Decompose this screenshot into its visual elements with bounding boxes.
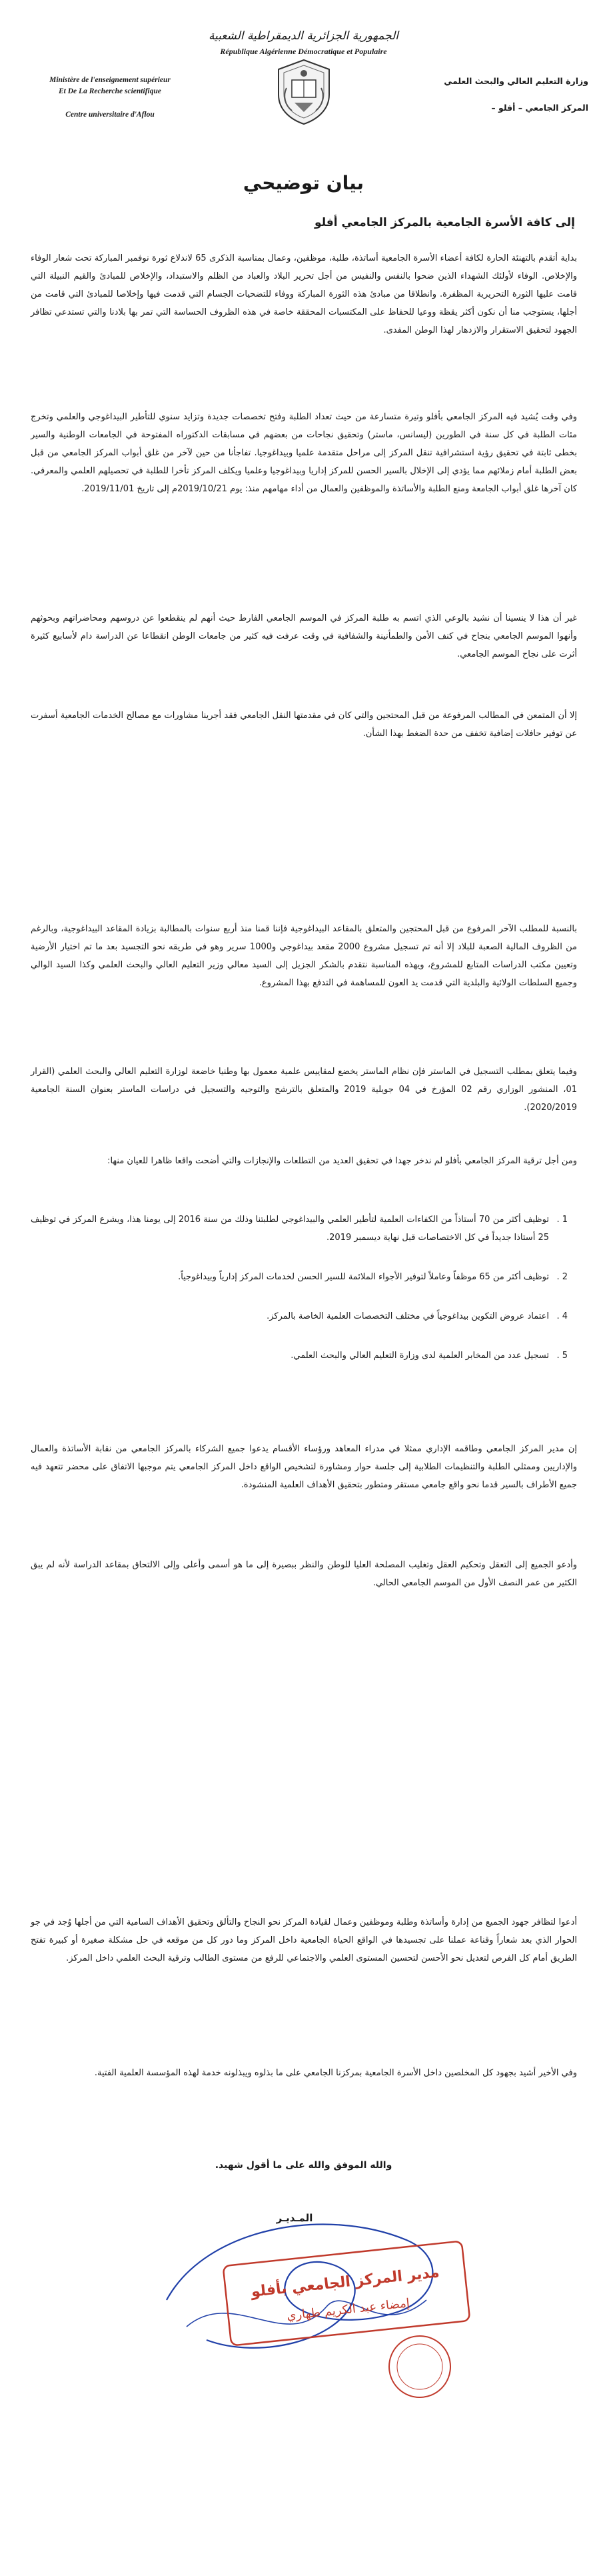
paragraph-transport: إلا أن المتمعن في المطالب المرفوعة من قبل المحتجين والتي كان في مقدمتها النقل الجامعي فقد أجرينا مشاورات مع مصالح الخدمات الجامعية أسفرت عن توفير حافلات إضافية تخفف من حدة الضغط بهذا الشأن. — [31, 711, 577, 739]
list-item: 2 . توظيف أكثر من 65 موظفاً وعاملاً لتوفير الأجواء الملائمة للسير الحسن لخدمات المركز إدارياً وبيداغوجياً. — [178, 1272, 568, 1282]
achievements-list — [31, 1211, 572, 1365]
ministry-line-2: Et De La Recherche scientifique — [59, 87, 161, 95]
university-logo — [272, 56, 336, 125]
list-item: 1 . توظيف أكثر من 70 أستاذاً من الكفاءات العلمية لتأطير العلمي والبيداغوجي لطلبتنا وذلك من سنة 2016 إلى يومنا هذا، ويشرع المركز في توظيف 25 أستاذا جديداً في كل الاختصاصات قبل نهاية ديسمبر 2019. — [31, 1215, 568, 1243]
signature-title: المـديـر — [276, 2212, 313, 2224]
page-title: بيان توضيحي — [243, 172, 364, 194]
paragraph-seats: بالنسبة للمطلب الآخر المرفوع من قبل المحتجين والمتعلق بالمقاعد البيداغوجية فإننا قمنا منذ أربع سنوات بالمطالبة بزيادة المقاعد البيداغوجية، وبالرغم من الظروف المالية الصعبة للبلاد إلا أنه تم تسجيل مشروع 2000 مقعد بيداغوجي و1000 سرير وهو في طريقه نحو التجسيد بعد ما تم اختيار الأرضية وتعيين مكتب الدراسات المتابع للمشروع، ويهذه المناسبة نتقدم بالشكر الجزيل إلى السيد معالي وزير التعليم العالي والبحث العلمي وكذا السيد الوالي وجميع السلطات الولائية والبلدية التي قدمت يد العون للمساهمة في التدفع بهذا المشروع. — [31, 924, 578, 988]
paragraph-progress: وفي وقت يُشيد فيه المركز الجامعي بأفلو وتيرة متسارعة من حيث تعداد الطلبة وفتح تخصصات جديدة وتزايد سنوي للتأطير البيداغوجي والعلمي وتخرج مئات الطلبة في كل سنة في الطورين (ليسانس، ماستر) وتحقيق نجاحات من بعضهم في مسابقات الدكتوراه المفتوحة في الجامعات الوطنية والسير بخطى ثابتة في تحقيق رؤية استشرافية تنقل المركز إلى مراحل متقدمة علميا وبيداغوجيا. تفاجأنا من حين لآخر من غلق أبواب المركز الجامعي من قبل بعض الطلبة أمام زملائهم مما يؤدي إلى الإخلال بالسير الحسن للمركز إداريا وبيداغوجيا وعلميا ويكلف المركز تأخرا للطلبة في تحصيلهم العلمي والمعرفي. كان آخرها غلق أبواب الجامعة ومنع الطلبة والأساتذة والموظفين والعمال من أداء مهامهم منذ: يوم 2019/10/21م إلى تاريخ 2019/11/01. — [31, 412, 577, 494]
center-name-french: Centre universitaire d'Aflou — [65, 111, 155, 119]
paragraph-thanks: وفي الأخير أشيد بجهود كل المخلصين داخل الأسرة الجامعية بمركزنا الجامعي على ما بذلوه ويبذلونه خدمة لهذه المؤسسة العلمية الفتية. — [94, 2068, 577, 2078]
ministry-block-french — [20, 75, 200, 121]
paragraph-cooperation: أدعوا لتظافر جهود الجميع من إدارة وأساتذة وطلبة وموظفين وعمال لقيادة المركز نحو النجاح والتألق وتحقيق الأهداف السامية التي من أجلها وُجد في جو الحوار الذي بعد شعاراً وقناعة عملنا على تجسيدها في الواقع الحياة الجامعية داخل المركز وما دور كل من موقعه في حل مشكلة صغيرة أو كبيرة تفتح الطريق أمام كل الفرص لتعديل نحو الأحسن لتحسين المستوى العلمي والاجتماعي للرفع من مستوى الطالب وترقية البحث العلمي داخل المركز. — [31, 1917, 577, 1963]
document-header — [0, 29, 607, 57]
stamp-line-1: مدير المركز الجامعي بأفلو — [250, 2264, 440, 2301]
republic-name-french: République Algérienne Démocratique et Populaire — [220, 47, 387, 56]
addressee-line: إلى كافة الأسرة الجامعية بالمركز الجامعي أفلو — [314, 216, 575, 229]
paragraph-dialogue: إن مدير المركز الجامعي وطاقمه الإداري ممثلا في مدراء المعاهد ورؤساء الأقسام يدعوا جميع الشركاء بالمركز الجامعي من نقابة الأساتذة والعمال والإداريين وممثلي الطلبة والتنظيمات الطلابية إلى جلسة حوار ومشاورة لتشخيص الواقع داخل المركز الجامعي يتم موجبها الاتفاق على محضر تتعهد فيه جميع الأطراف بالسير قدما نحو واقع جامعي مستقر ومتطور بتحقيق الأهداف العلمية المنشودة. — [31, 1444, 577, 1490]
list-item: 4 . اعتماد عروض التكوين بيداغوجياً في مختلف التخصصات العلمية الخاصة بالمركز. — [267, 1311, 568, 1321]
list-item: 5 . تسجيل عدد من المخابر العلمية لدى وزارة التعليم العالي والبحث العلمي. — [291, 1351, 568, 1361]
paragraph-call-to-return: وأدعو الجميع إلى التعقل وتحكيم العقل وتغليب المصلحة العليا للوطن والنظر ببصيرة إلى ما هو أسمى وأعلى وإلى الالتحاق بمقاعد الدراسة لأنه لم يبق الكثير من عمر النصف الأول من الموسم الجامعي الحالي. — [31, 1560, 577, 1588]
republic-name-arabic: الجمهورية الجزائرية الديمقراطية الشعبية — [208, 29, 399, 43]
center-name-arabic: المركز الجامعي – أفلو – — [491, 103, 588, 113]
ministry-name-arabic: وزارة التعليم العالي والبحث العلمي — [444, 76, 588, 86]
round-seal — [389, 2336, 450, 2397]
closing-line: والله الموفق والله على ما أقول شهيد. — [215, 2160, 392, 2171]
official-stamp — [127, 2200, 500, 2413]
paragraph-achievements-intro: ومن أجل ترقية المركز الجامعي بأفلو لم ندخر جهدا في تحقيق العديد من التطلعات والإنجازات والتي أضحت واقعا ظاهرا للعيان منها: — [107, 1156, 577, 1166]
paragraph-awareness: غير أن هذا لا ينسينا أن نشيد بالوعي الذي اتسم به طلبة المركز في الموسم الجامعي الفارط حيث أنهم لم ينقطعوا عن دروسهم ومحاضراتهم وبحوثهم وأنهوا الموسم الجامعي بنجاح في كنف الأمن والطمأنينة والشفافية في وقت عرفت فيه كثير من جامعات الوطن انقطاعا عن الدراسة دام لأسابيع كثيرة أثرت على نجاح الموسم الجامعي. — [31, 613, 577, 659]
ministry-line-1: Ministère de l'enseignement supérieur — [49, 76, 171, 84]
stamp-line-2: إمضاء عبد الكريم طهاري — [286, 2296, 410, 2323]
round-seal-inner — [397, 2344, 442, 2389]
paragraph-greeting: بداية أتقدم بالتهنئة الحارة لكافة أعضاء الأسرة الجامعية أساتذة، طلبة، موظفين، وعمال بمناسبة الذكرى 65 لاندلاع ثورة نوفمبر المباركة تحت شعار الوفاء والإخلاص. الوفاء لأولئك الشهداء الذين ضحوا بالنفس والنفيس من أجل تحرير البلاد والعباد من الظلم والاستبداد، والإخلاص للمبادئ والقيم النبيلة التي قامت عليها الثورة التحريرية المظفرة. وانطلاقا من مبادئ هذه الثورة المباركة ووفاء للتضحيات الجسام التي قدمت فيها وإخلاصا للمبادئ التي قامت من أجلها، يستوجب منا أن نكون أكثر يقظة ووعيا للحفاظ على المكتسبات المحققة خاصة في هذه الظروف الحساسة التي تمر بها بلادنا والتي تستدعي تظافر الجهود لتحقيق الاستقرار والازدهار لهذا الوطن المفدى. — [31, 253, 577, 335]
paragraph-master: وفيما يتعلق بمطلب التسجيل في الماستر فإن نظام الماستر يخضع لمقاييس علمية معمول بها وطنيا خاضعة لوزارة التعليم العالي والبحث العلمي (القرار 01، المنشور الوزاري رقم 02 المؤرخ في 04 جويلية 2019 والمتعلق بالترشح والتوجيه والتسجيل في دراسات الماستر بعنوان السنة الجامعية 2020/2019). — [31, 1067, 577, 1113]
ministry-block-arabic — [408, 73, 588, 116]
